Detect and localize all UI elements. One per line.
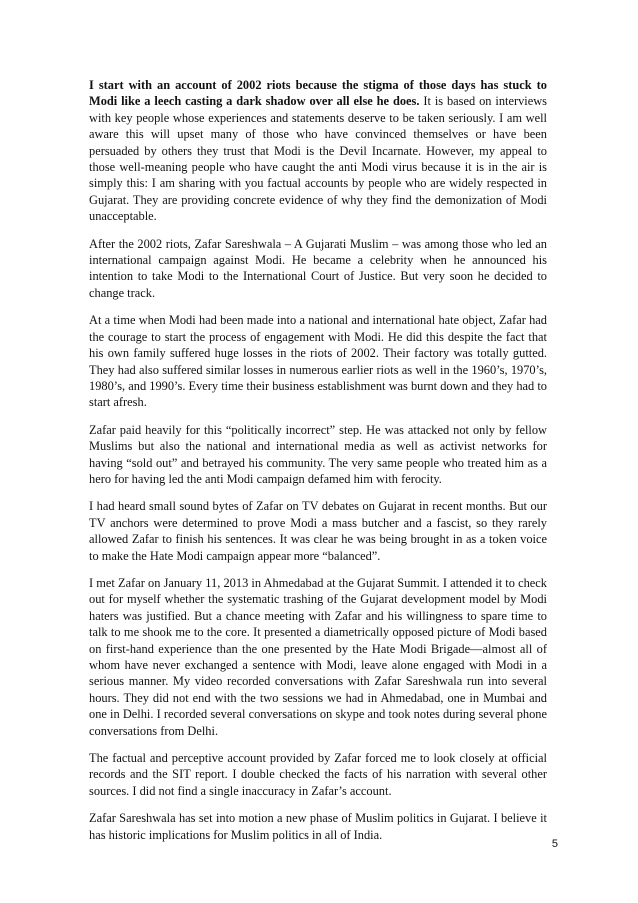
paragraph-1 (89, 77, 547, 225)
page-number: 5 (551, 838, 558, 850)
body-text (89, 77, 547, 854)
paragraph-1-text: It is based on interviews with key people whose experiences and statements deserve to be taken seriously. I am well aware this will upset many of those who have convinced themselves or have been persuaded by others they trust that Modi is the Devil Incarnate. However, my appeal to those well-meaning people who have caught the anti Modi virus because it is in the air is simply this: I am sharing with you factual accounts by people who are widely respected in Gujarat. They are providing concrete evidence of why they find the demonization of Modi unacceptable. (89, 94, 547, 224)
paragraph-5: I had heard small sound bytes of Zafar on TV debates on Gujarat in recent months. But our TV anchors were determined to prove Modi a mass butcher and a fascist, so they rarely allowed Zafar to finish his sentences. It was clear he was being brought in as a token voice to make the Hate Modi campaign appear more “balanced”. (89, 499, 547, 563)
paragraph-7: The factual and perceptive account provided by Zafar forced me to look closely at official records and the SIT report. I double checked the facts of his narration with several other sources. I did not find a single inaccuracy in Zafar’s account. (89, 751, 547, 798)
paragraph-1-bold-lead: I start with an account of 2002 riots because the stigma of those days has stuck to Modi like a leech casting a dark shadow over all else he does. (89, 78, 547, 109)
paragraph-3: At a time when Modi had been made into a national and international hate object, Zafar had the courage to start the process of engagement with Modi. He did this despite the fact that his own family suffered huge losses in the riots of 2002. Their factory was totally gutted. They had also suffered similar losses in numerous earlier riots as well in the 1960’s, 1970’s, 1980’s, and 1990’s. Every time their business establishment was burnt down and they had to start afresh. (89, 313, 547, 410)
paragraph-4: Zafar paid heavily for this “politically incorrect” step. He was attacked not only by fellow Muslims but also the national and international media as well as activist networks for having “sold out” and betrayed his community. The very same people who treated him as a hero for having led the anti Modi campaign defamed him with ferocity. (89, 422, 547, 486)
paragraph-2: After the 2002 riots, Zafar Sareshwala – A Gujarati Muslim – was among those who led an international campaign against Modi. He became a celebrity when he announced his intention to take Modi to the International Court of Justice. But very soon he decided to change track. (89, 236, 547, 300)
paragraph-6: I met Zafar on January 11, 2013 in Ahmedabad at the Gujarat Summit. I attended it to check out for myself whether the systematic trashing of the Gujarat development model by Modi haters was justified. But a chance meeting with Zafar and his willingness to spare time to talk to me shook me to the core. It presented a diametrically opposed picture of Modi based on first-hand experience than the one presented by the Hate Modi Brigade—almost all of whom have never exchanged a sentence with Modi, leave alone engaged with Modi in a serious manner. My video recorded conversations with Zafar Sareshwala run into several hours. They did not end with the two sessions we had in Ahmedabad, one in Mumbai and one in Delhi. I recorded several conversations on skype and took notes during several phone conversations from Delhi. (89, 575, 547, 738)
paragraph-8: Zafar Sareshwala has set into motion a new phase of Muslim politics in Gujarat. I believe it has historic implications for Muslim politics in all of India. (89, 811, 547, 842)
